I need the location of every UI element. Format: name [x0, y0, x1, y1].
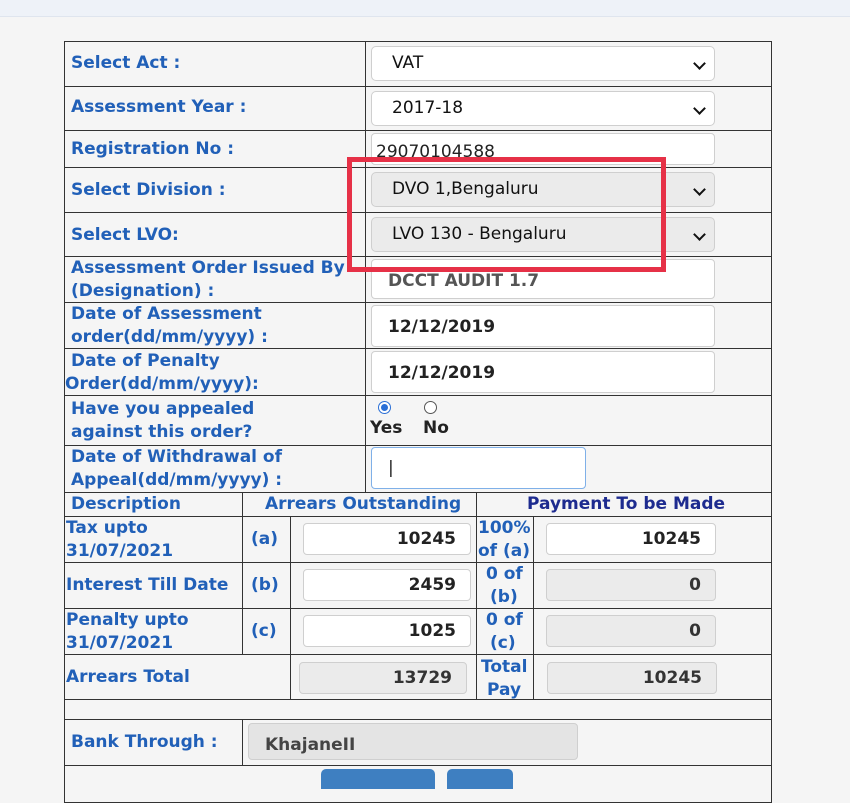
penalty-desc-1: Penalty upto: [66, 610, 189, 630]
tax-arrears-field[interactable]: 10245: [303, 523, 471, 555]
withdrawal-label-2: Appeal(dd/mm/yyyy) :: [71, 470, 283, 490]
penalty-arrears-field[interactable]: 1025: [303, 615, 471, 647]
assessment-year-value: 2017-18: [392, 98, 464, 118]
penalty-desc-2: 31/07/2021: [66, 633, 174, 653]
select-act-label: Select Act :: [71, 53, 181, 73]
penalty-pct-1: 0 of: [486, 610, 523, 630]
chevron-down-icon: [693, 57, 706, 70]
date-penalty-label-1: Date of Penalty: [71, 351, 220, 371]
appealed-label-1: Have you appealed: [71, 399, 255, 419]
select-act-dropdown[interactable]: [371, 46, 715, 81]
total-pay-field: 10245: [547, 662, 717, 694]
appealed-no-label: No: [423, 418, 449, 438]
select-lvo-value: LVO 130 - Bengaluru: [392, 224, 567, 244]
date-assessment-label-1: Date of Assessment: [71, 304, 262, 324]
assessment-year-dropdown[interactable]: [371, 91, 715, 126]
registration-no-field[interactable]: 29070104588: [371, 133, 715, 165]
highlight-annotation: [347, 157, 666, 272]
chevron-down-icon: [693, 102, 706, 115]
appealed-yes-radio[interactable]: [378, 401, 391, 414]
penalty-payment-field: 0: [546, 615, 716, 647]
registration-no-label: Registration No :: [71, 139, 234, 159]
date-penalty-label-2: Order(dd/mm/yyyy):: [65, 374, 259, 394]
payment-header: Payment To be Made: [527, 494, 726, 514]
bank-through-field: KhajaneII: [248, 723, 578, 760]
interest-desc: Interest Till Date: [66, 575, 229, 595]
appealed-label-2: against this order?: [71, 422, 253, 442]
interest-arrears-field[interactable]: 2459: [303, 569, 471, 601]
assessment-order-label-2: (Designation) :: [71, 281, 215, 301]
date-withdrawal-field[interactable]: |: [371, 447, 586, 489]
select-division-value: DVO 1,Bengaluru: [392, 179, 539, 199]
top-bar: [0, 0, 850, 17]
reset-button[interactable]: [447, 769, 513, 789]
assessment-year-label: Assessment Year :: [71, 97, 247, 117]
interest-pct-1: 0 of: [486, 564, 523, 584]
tax-desc-1: Tax upto: [66, 518, 148, 538]
chevron-down-icon: [693, 228, 706, 241]
appealed-no-radio[interactable]: [424, 401, 437, 414]
penalty-pct-2: (c): [490, 633, 516, 653]
bank-through-label: Bank Through :: [71, 732, 218, 752]
date-assessment-label-2: order(dd/mm/yyyy) :: [71, 327, 268, 347]
interest-payment-field: 0: [546, 569, 716, 601]
select-division-label: Select Division :: [71, 180, 226, 200]
arrears-total-label: Arrears Total: [66, 667, 190, 687]
arrears-header: Arrears Outstanding: [265, 494, 462, 514]
total-pay-label-2: Pay: [487, 680, 522, 700]
assessment-order-label-1: Assessment Order Issued By: [71, 258, 345, 278]
date-penalty-field[interactable]: 12/12/2019: [371, 351, 715, 393]
assessment-order-by-field[interactable]: DCCT AUDIT 1.7: [371, 259, 715, 299]
chevron-down-icon: [693, 183, 706, 196]
interest-pct-2: (b): [490, 587, 518, 607]
interest-code: (b): [251, 575, 279, 595]
penalty-code: (c): [251, 621, 277, 641]
select-lvo-label: Select LVO:: [71, 225, 179, 245]
arrears-total-field: 13729: [299, 662, 467, 694]
total-pay-label-1: Total: [481, 657, 528, 677]
submit-button[interactable]: [321, 769, 435, 789]
select-act-value: VAT: [392, 53, 424, 73]
tax-payment-field[interactable]: 10245: [546, 523, 716, 555]
appealed-yes-label: Yes: [370, 418, 403, 438]
tax-pct-2: of (a): [478, 541, 531, 561]
tax-code: (a): [251, 529, 279, 549]
description-header: Description: [71, 494, 181, 514]
date-assessment-field[interactable]: 12/12/2019: [371, 305, 715, 347]
tax-pct-1: 100%: [478, 518, 531, 538]
tax-desc-2: 31/07/2021: [66, 541, 174, 561]
withdrawal-label-1: Date of Withdrawal of: [71, 447, 282, 467]
